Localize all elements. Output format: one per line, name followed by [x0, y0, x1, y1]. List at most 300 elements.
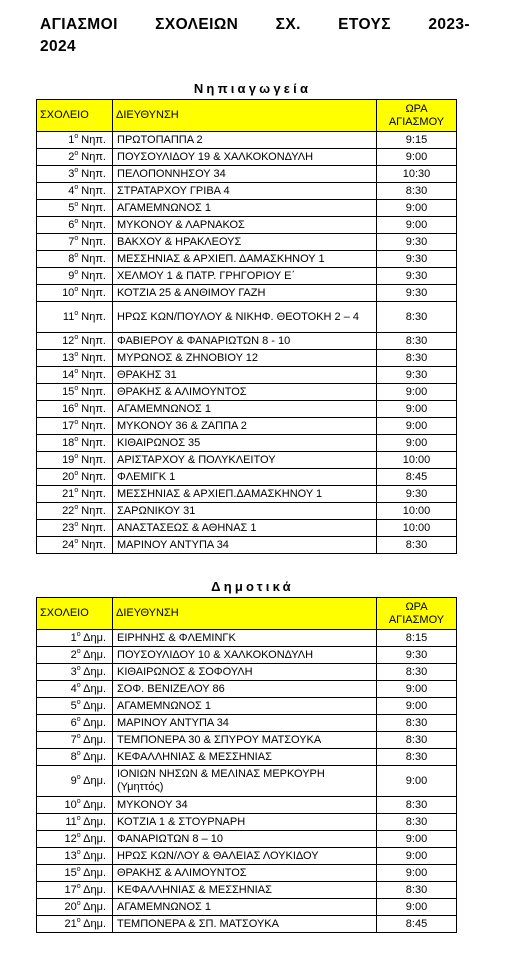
school-cell — [37, 715, 113, 732]
address-cell: ΑΝΑΣΤΑΣΕΩΣ & ΑΘΗΝΑΣ 1 — [113, 520, 377, 537]
time-cell: 8:30 — [377, 715, 457, 732]
school-type: Νηπ. — [81, 133, 106, 146]
address-cell: ΦΛΕΜΙΓΚ 1 — [113, 469, 377, 486]
primary-table — [36, 597, 457, 933]
school-type: Νηπ. — [81, 334, 106, 347]
address-cell: ΘΡΑΚΗΣ & ΑΛΙΜΟΥΝΤΟΣ — [113, 865, 377, 882]
title-line-1 — [40, 14, 470, 36]
school-type: Νηπ. — [81, 184, 106, 197]
address-cell: ΜΑΡΙΝΟΥ ΑΝΤΥΠΑ 34 — [113, 537, 377, 554]
address-cell: ΣΤΡΑΤΑΡΧΟΥ ΓΡΙΒΑ 4 — [113, 183, 377, 200]
header-time: ΩΡΑ ΑΓΙΑΣΜΟΥ — [377, 598, 457, 630]
school-type: Νηπ. — [81, 538, 106, 551]
time-cell: 8:30 — [377, 882, 457, 899]
time-cell: 8:30 — [377, 797, 457, 814]
time-cell: 8:15 — [377, 630, 457, 647]
school-number: 3 — [70, 665, 77, 678]
address-cell: ΠΡΩΤΟΠΑΠΠΑ 2 — [113, 132, 377, 149]
school-type: Νηπ. — [81, 150, 106, 163]
school-type: Δημ. — [83, 774, 106, 787]
address-cell: ΑΡΙΣΤΑΡΧΟΥ & ΠΟΛΥΚΛΕΙΤΟΥ — [113, 452, 377, 469]
school-cell — [37, 285, 113, 302]
school-number: 10 — [62, 286, 75, 299]
table-row — [37, 664, 457, 681]
school-number: 11 — [62, 310, 75, 323]
ordinal-suffix: ο — [76, 882, 81, 890]
ordinal-suffix: ο — [74, 503, 79, 511]
address-cell: ΜΕΣΣΗΝΙΑΣ & ΑΡΧΙΕΠ.ΔΑΜΑΣΚΗΝΟΥ 1 — [113, 486, 377, 503]
table-row — [37, 503, 457, 520]
school-type: Νηπ. — [81, 167, 106, 180]
school-number: 6 — [70, 716, 77, 729]
title-line-2: 2024 — [40, 38, 77, 55]
address-cell: ΑΓΑΜΕΜΝΩΝΟΣ 1 — [113, 899, 377, 916]
table-row — [37, 749, 457, 766]
school-number: 15 — [62, 385, 75, 398]
table-row — [37, 149, 457, 166]
table-row — [37, 916, 457, 933]
table-row — [37, 401, 457, 418]
school-type: Δημ. — [83, 750, 106, 763]
address-cell: ΜΕΣΣΗΝΙΑΣ & ΑΡΧΙΕΠ. ΔΑΜΑΣΚΗΝΟΥ 1 — [113, 251, 377, 268]
ordinal-suffix: ο — [74, 200, 79, 208]
ordinal-suffix: ο — [74, 132, 79, 140]
time-cell: 9:00 — [377, 865, 457, 882]
school-type: Νηπ. — [81, 385, 106, 398]
ordinal-suffix: ο — [74, 251, 79, 259]
table-row — [37, 537, 457, 554]
school-number: 15 — [64, 866, 77, 879]
school-cell — [37, 899, 113, 916]
ordinal-suffix: ο — [74, 309, 79, 317]
school-cell — [37, 681, 113, 698]
school-cell — [37, 537, 113, 554]
school-number: 8 — [68, 252, 75, 265]
school-type: Νηπ. — [81, 252, 106, 265]
school-number: 21 — [64, 917, 77, 930]
ordinal-suffix: ο — [76, 865, 81, 873]
school-type: Νηπ. — [81, 368, 106, 381]
school-number: 4 — [68, 184, 75, 197]
address-cell: ΚΕΦΑΛΛΗΝΙΑΣ & ΜΕΣΣΗΝΙΑΣ — [113, 749, 377, 766]
ordinal-suffix: ο — [76, 797, 81, 805]
school-number: 14 — [62, 368, 75, 381]
time-cell: 9:30 — [377, 234, 457, 251]
table-row — [37, 452, 457, 469]
header-school: ΣΧΟΛΕΙΟ — [37, 598, 113, 630]
school-type: Δημ. — [83, 648, 106, 661]
address-cell: ΚΕΦΑΛΛΗΝΙΑΣ & ΜΕΣΣΗΝΙΑΣ — [113, 882, 377, 899]
school-type: Νηπ. — [81, 453, 106, 466]
school-cell — [37, 732, 113, 749]
title-word: ΑΓΙΑΣΜΟΙ — [40, 16, 118, 33]
table-row — [37, 367, 457, 384]
time-cell: 9:00 — [377, 401, 457, 418]
table-row — [37, 520, 457, 537]
time-cell: 9:15 — [377, 132, 457, 149]
ordinal-suffix: ο — [76, 664, 81, 672]
address-cell: ΑΓΑΜΕΜΝΩΝΟΣ 1 — [113, 401, 377, 418]
table-row — [37, 766, 457, 797]
time-cell: 9:00 — [377, 217, 457, 234]
school-number: 9 — [70, 774, 77, 787]
address-cell: ΜΥΚΟΝΟΥ & ΛΑΡΝΑΚΟΣ — [113, 217, 377, 234]
school-type: Νηπ. — [81, 235, 106, 248]
table-row — [37, 333, 457, 350]
school-type: Νηπ. — [81, 351, 106, 364]
school-type: Δημ. — [83, 733, 106, 746]
address-cell: ΦΑΒΙΕΡΟΥ & ΦΑΝΑΡΙΩΤΩΝ 8 - 10 — [113, 333, 377, 350]
school-number: 16 — [62, 402, 75, 415]
school-cell — [37, 848, 113, 865]
school-cell — [37, 520, 113, 537]
school-type: Νηπ. — [81, 487, 106, 500]
school-number: 4 — [70, 682, 77, 695]
table-row — [37, 268, 457, 285]
address-cell: ΦΑΝΑΡΙΩΤΩΝ 8 – 10 — [113, 831, 377, 848]
school-number: 21 — [62, 487, 75, 500]
school-number: 2 — [70, 648, 77, 661]
time-cell: 9:00 — [377, 766, 457, 797]
school-type: Νηπ. — [81, 419, 106, 432]
primary-rows — [37, 630, 457, 933]
school-cell — [37, 865, 113, 882]
document-title — [40, 14, 470, 58]
ordinal-suffix: ο — [76, 749, 81, 757]
table-row — [37, 732, 457, 749]
table-row — [37, 384, 457, 401]
time-cell: 9:00 — [377, 435, 457, 452]
school-cell — [37, 503, 113, 520]
title-word: ΣΧ. — [275, 16, 301, 33]
time-cell: 9:00 — [377, 899, 457, 916]
time-cell: 8:30 — [377, 183, 457, 200]
ordinal-suffix: ο — [74, 469, 79, 477]
school-cell — [37, 766, 113, 797]
table-row — [37, 630, 457, 647]
primary-heading: Δημοτικά — [211, 579, 294, 594]
time-cell: 10:00 — [377, 503, 457, 520]
school-type: Νηπ. — [81, 402, 106, 415]
school-cell — [37, 749, 113, 766]
ordinal-suffix: ο — [74, 217, 79, 225]
school-number: 7 — [70, 733, 77, 746]
address-cell: ΗΡΩΣ ΚΩΝ/ΠΟΥΛΟΥ & ΝΙΚΗΦ. ΘΕΟΤΟΚΗ 2 – 4 — [113, 302, 377, 333]
ordinal-suffix: ο — [74, 268, 79, 276]
school-cell — [37, 698, 113, 715]
address-cell: ΠΟΥΣΟΥΛΙΔΟΥ 19 & ΧΑΛΚΟΚΟΝΔΥΛΗ — [113, 149, 377, 166]
time-cell: 10:00 — [377, 520, 457, 537]
table-row — [37, 132, 457, 149]
time-cell: 9:00 — [377, 681, 457, 698]
ordinal-suffix: ο — [76, 698, 81, 706]
address-cell: ΠΟΥΣΟΥΛΙΔΟΥ 10 & ΧΑΛΚΟΚΟΝΔΥΛΗ — [113, 647, 377, 664]
school-number: 1 — [70, 631, 77, 644]
school-number: 22 — [62, 504, 75, 517]
table-row — [37, 848, 457, 865]
school-number: 5 — [68, 201, 75, 214]
school-number: 2 — [68, 150, 75, 163]
school-type: Δημ. — [83, 832, 106, 845]
table-row — [37, 350, 457, 367]
school-cell — [37, 831, 113, 848]
table-row — [37, 469, 457, 486]
school-cell — [37, 452, 113, 469]
school-cell — [37, 183, 113, 200]
address-cell: ΜΥΚΟΝΟΥ 36 & ΖΑΠΠΑ 2 — [113, 418, 377, 435]
school-cell — [37, 268, 113, 285]
address-cell: ΚΟΤΖΙΑ 1 & ΣΤΟΥΡΝΑΡΗ — [113, 814, 377, 831]
table-row — [37, 681, 457, 698]
time-cell: 8:30 — [377, 814, 457, 831]
school-number: 9 — [68, 269, 75, 282]
school-cell — [37, 486, 113, 503]
kindergartens-table — [36, 99, 457, 554]
ordinal-suffix: ο — [76, 732, 81, 740]
school-type: Νηπ. — [81, 201, 106, 214]
ordinal-suffix: ο — [74, 537, 79, 545]
table-row — [37, 234, 457, 251]
school-cell — [37, 882, 113, 899]
address-cell: ΘΡΑΚΗΣ & ΑΛΙΜΟΥΝΤΟΣ — [113, 384, 377, 401]
table-row — [37, 486, 457, 503]
address-cell: ΗΡΩΣ ΚΩΝ/ΛΟΥ & ΘΑΛΕΙΑΣ ΛΟΥΚΙΔΟΥ — [113, 848, 377, 865]
address-cell: ΠΕΛΟΠΟΝΝΗΣΟΥ 34 — [113, 166, 377, 183]
school-number: 7 — [68, 235, 75, 248]
time-cell: 10:30 — [377, 166, 457, 183]
title-word: ΣΧΟΛΕΙΩΝ — [155, 16, 239, 33]
table-row — [37, 302, 457, 333]
title-word: 2023- — [428, 16, 470, 33]
school-number: 20 — [64, 900, 77, 913]
ordinal-suffix: ο — [74, 234, 79, 242]
school-number: 1 — [68, 133, 75, 146]
ordinal-suffix: ο — [76, 814, 81, 822]
address-cell: ΜΥΡΩΝΟΣ & ΖΗΝΟΒΙΟΥ 12 — [113, 350, 377, 367]
school-type: Νηπ. — [81, 310, 106, 323]
school-number: 18 — [62, 436, 75, 449]
ordinal-suffix: ο — [74, 520, 79, 528]
time-cell: 8:30 — [377, 664, 457, 681]
school-type: Δημ. — [83, 849, 106, 862]
table-row — [37, 698, 457, 715]
address-cell: ΚΙΘΑΙΡΩΝΟΣ 35 — [113, 435, 377, 452]
time-cell: 9:30 — [377, 486, 457, 503]
time-cell: 8:30 — [377, 350, 457, 367]
school-type: Νηπ. — [81, 436, 106, 449]
ordinal-suffix: ο — [74, 183, 79, 191]
school-number: 13 — [62, 351, 75, 364]
school-number: 12 — [62, 334, 75, 347]
school-cell — [37, 384, 113, 401]
school-cell — [37, 217, 113, 234]
school-cell — [37, 916, 113, 933]
table-row — [37, 865, 457, 882]
time-cell: 9:00 — [377, 831, 457, 848]
header-school: ΣΧΟΛΕΙΟ — [37, 100, 113, 132]
ordinal-suffix: ο — [74, 418, 79, 426]
school-type: Νηπ. — [81, 504, 106, 517]
ordinal-suffix: ο — [74, 166, 79, 174]
time-cell: 9:30 — [377, 268, 457, 285]
school-number: 20 — [62, 470, 75, 483]
table-row — [37, 647, 457, 664]
school-cell — [37, 350, 113, 367]
header-address: ΔΙΕΥΘΥΝΣΗ — [113, 100, 377, 132]
ordinal-suffix: ο — [74, 401, 79, 409]
address-cell: ΑΓΑΜΕΜΝΩΝΟΣ 1 — [113, 200, 377, 217]
kindergartens-heading: Νηπιαγωγεία — [193, 81, 312, 96]
time-cell: 8:45 — [377, 469, 457, 486]
ordinal-suffix: ο — [76, 916, 81, 924]
school-cell — [37, 647, 113, 664]
school-type: Δημ. — [83, 815, 106, 828]
address-cell: ΕΙΡΗΝΗΣ & ΦΛΕΜΙΝΓΚ — [113, 630, 377, 647]
time-cell: 9:00 — [377, 200, 457, 217]
time-cell: 9:00 — [377, 418, 457, 435]
school-number: 5 — [70, 699, 77, 712]
table-row — [37, 899, 457, 916]
school-type: Δημ. — [83, 665, 106, 678]
ordinal-suffix: ο — [76, 831, 81, 839]
school-number: 10 — [64, 798, 77, 811]
time-cell: 8:30 — [377, 333, 457, 350]
time-cell: 9:30 — [377, 251, 457, 268]
school-type: Νηπ. — [81, 269, 106, 282]
ordinal-suffix: ο — [74, 452, 79, 460]
table-row — [37, 217, 457, 234]
school-number: 12 — [64, 832, 77, 845]
address-cell: ΚΟΤΖΙΑ 25 & ΑΝΘΙΜΟΥ ΓΑΖΗ — [113, 285, 377, 302]
address-cell: ΤΕΜΠΟΝΕΡΑ & ΣΠ. ΜΑΤΣΟΥΚΑ — [113, 916, 377, 933]
time-cell: 9:30 — [377, 367, 457, 384]
school-cell — [37, 469, 113, 486]
table-row — [37, 882, 457, 899]
ordinal-suffix: ο — [76, 899, 81, 907]
school-cell — [37, 166, 113, 183]
school-number: 8 — [70, 750, 77, 763]
address-cell: ΤΕΜΠΟΝΕΡΑ 30 & ΣΠΥΡΟΥ ΜΑΤΣΟΥΚΑ — [113, 732, 377, 749]
time-cell: 9:30 — [377, 647, 457, 664]
address-cell: ΣΟΦ. ΒΕΝΙΖΕΛΟΥ 86 — [113, 681, 377, 698]
table-row — [37, 418, 457, 435]
header-time: ΩΡΑ ΑΓΙΑΣΜΟΥ — [377, 100, 457, 132]
table-row — [37, 166, 457, 183]
ordinal-suffix: ο — [76, 647, 81, 655]
table-row — [37, 251, 457, 268]
table-header-row — [37, 598, 457, 630]
school-cell — [37, 630, 113, 647]
school-type: Νηπ. — [81, 521, 106, 534]
school-cell — [37, 200, 113, 217]
school-cell — [37, 797, 113, 814]
address-cell: ΧΕΛΜΟΥ 1 & ΠΑΤΡ. ΓΡΗΓΟΡΙΟΥ Ε΄ — [113, 268, 377, 285]
table-row — [37, 797, 457, 814]
school-type: Νηπ. — [81, 218, 106, 231]
school-type: Δημ. — [83, 866, 106, 879]
school-cell — [37, 234, 113, 251]
time-cell: 9:00 — [377, 149, 457, 166]
table-row — [37, 200, 457, 217]
time-cell: 8:30 — [377, 732, 457, 749]
school-type: Δημ. — [83, 917, 106, 930]
ordinal-suffix: ο — [74, 384, 79, 392]
table-row — [37, 183, 457, 200]
time-cell: 8:30 — [377, 302, 457, 333]
school-cell — [37, 418, 113, 435]
ordinal-suffix: ο — [76, 773, 81, 781]
school-cell — [37, 251, 113, 268]
address-cell: ΜΥΚΟΝΟΥ 34 — [113, 797, 377, 814]
school-number: 17 — [64, 883, 77, 896]
time-cell: 9:00 — [377, 384, 457, 401]
school-cell — [37, 367, 113, 384]
school-type: Νηπ. — [81, 286, 106, 299]
time-cell: 8:45 — [377, 916, 457, 933]
school-number: 19 — [62, 453, 75, 466]
school-type: Δημ. — [83, 631, 106, 644]
school-cell — [37, 401, 113, 418]
school-number: 11 — [65, 815, 77, 828]
school-cell — [37, 149, 113, 166]
school-number: 17 — [62, 419, 75, 432]
table-row — [37, 285, 457, 302]
school-type: Δημ. — [83, 682, 106, 695]
school-cell — [37, 132, 113, 149]
school-type: Δημ. — [83, 900, 106, 913]
table-row — [37, 814, 457, 831]
ordinal-suffix: ο — [74, 350, 79, 358]
school-type: Δημ. — [83, 699, 106, 712]
ordinal-suffix: ο — [74, 435, 79, 443]
school-cell — [37, 435, 113, 452]
school-type: Δημ. — [83, 798, 106, 811]
school-type: Νηπ. — [81, 470, 106, 483]
address-cell: ΣΑΡΩΝΙΚΟΥ 31 — [113, 503, 377, 520]
table-row — [37, 831, 457, 848]
ordinal-suffix: ο — [74, 149, 79, 157]
table-header-row — [37, 100, 457, 132]
school-number: 23 — [62, 521, 75, 534]
address-cell: ΑΓΑΜΕΜΝΩΝΟΣ 1 — [113, 698, 377, 715]
school-cell — [37, 302, 113, 333]
table-row — [37, 715, 457, 732]
time-cell: 8:30 — [377, 537, 457, 554]
header-address: ΔΙΕΥΘΥΝΣΗ — [113, 598, 377, 630]
ordinal-suffix: ο — [76, 681, 81, 689]
ordinal-suffix: ο — [74, 486, 79, 494]
table-row — [37, 435, 457, 452]
address-cell: ΙΟΝΙΩΝ ΝΗΣΩΝ & ΜΕΛΙΝΑΣ ΜΕΡΚΟΥΡΗ (Υμηττός) — [113, 766, 377, 797]
school-type: Δημ. — [83, 716, 106, 729]
ordinal-suffix: ο — [76, 715, 81, 723]
address-cell: ΘΡΑΚΗΣ 31 — [113, 367, 377, 384]
title-word: ΕΤΟΥΣ — [338, 16, 391, 33]
address-cell: ΚΙΘΑΙΡΩΝΟΣ & ΣΟΦΟΥΛΗ — [113, 664, 377, 681]
school-cell — [37, 814, 113, 831]
ordinal-suffix: ο — [76, 630, 81, 638]
school-cell — [37, 664, 113, 681]
school-number: 13 — [64, 849, 77, 862]
ordinal-suffix: ο — [74, 367, 79, 375]
time-cell: 9:00 — [377, 698, 457, 715]
school-cell — [37, 333, 113, 350]
address-cell: ΜΑΡΙΝΟΥ ΑΝΤΥΠΑ 34 — [113, 715, 377, 732]
time-cell: 9:30 — [377, 285, 457, 302]
school-number: 3 — [68, 167, 75, 180]
ordinal-suffix: ο — [76, 848, 81, 856]
ordinal-suffix: ο — [74, 285, 79, 293]
